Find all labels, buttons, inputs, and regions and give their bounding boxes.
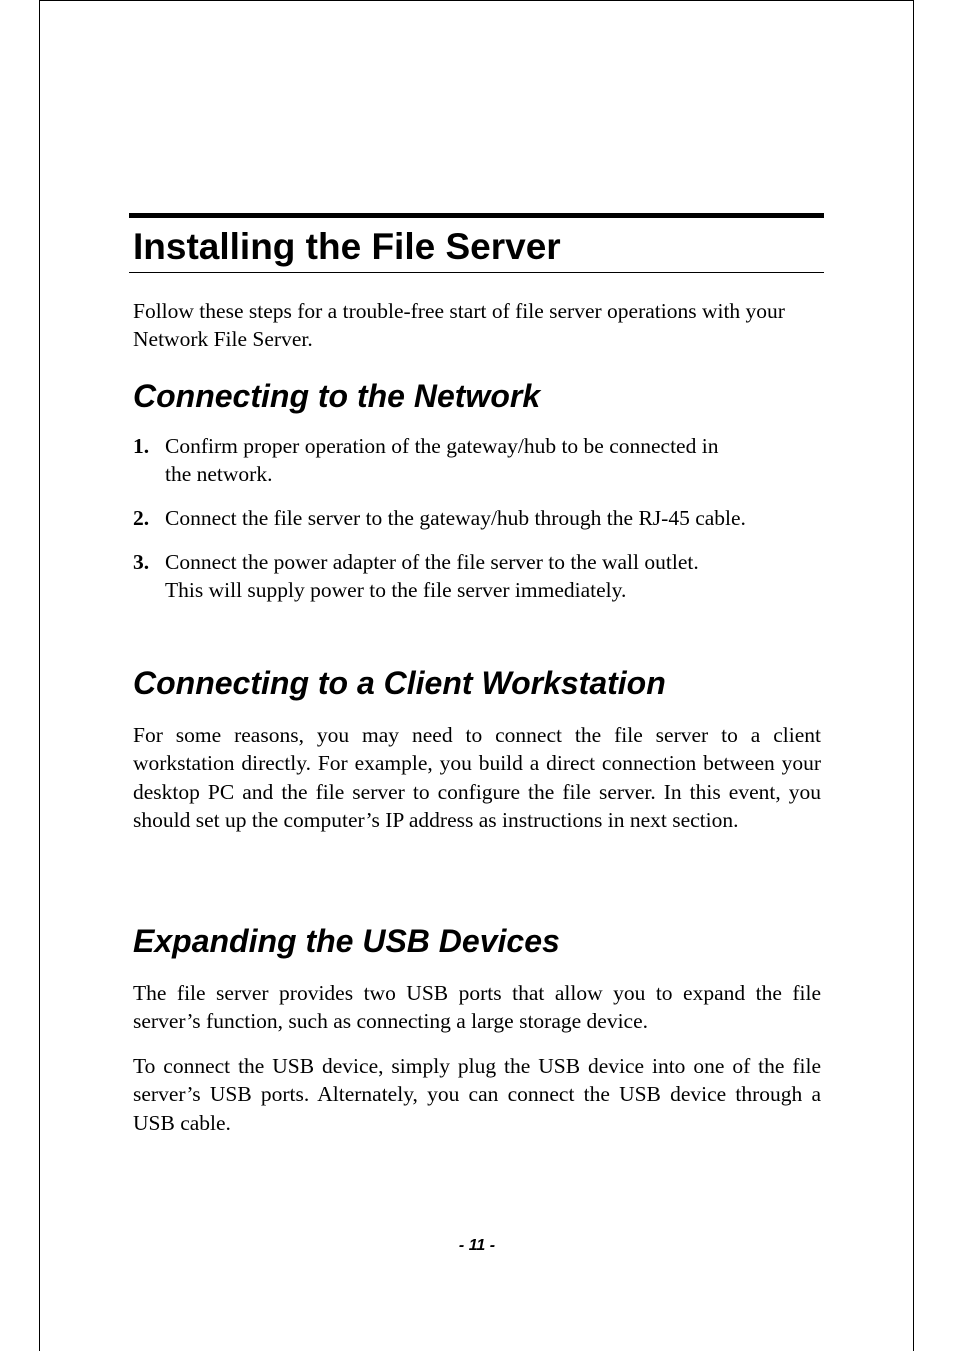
- page-number: - 11 -: [458, 1237, 496, 1254]
- step-text: [165, 548, 823, 605]
- usb-paragraph-2: To connect the USB device, simply plug the USB device into one of the file server’s USB ports. Alternately, you can connect the USB device through a USB cable.: [133, 1054, 821, 1135]
- network-step-2: [133, 504, 823, 532]
- chapter-intro: Follow these steps for a trouble-free start of file server operations with your Network File Server.: [133, 299, 785, 352]
- step-text-line: the network.: [165, 462, 273, 487]
- step-text: [165, 504, 823, 532]
- step-number: 2.: [133, 506, 150, 530]
- step-text-line: This will supply power to the file server immediately.: [165, 578, 627, 603]
- step-text: [165, 432, 823, 489]
- step-text-line: Confirm proper operation of the gateway/hub to be connected in: [165, 434, 719, 458]
- network-step-1: [133, 432, 823, 489]
- step-number: 1.: [133, 434, 150, 458]
- chapter-title: Installing the File Server: [133, 226, 561, 267]
- client-body: For some reasons, you may need to connect the file server to a client workstation directly. For example, you build a direct connection between your desktop PC and the file server to configure the file server. In this event, you should set up the computer’s IP address as instructions in next section.: [133, 723, 821, 832]
- step-text-line: Connect the power adapter of the file server to the wall outlet.: [165, 550, 699, 574]
- section-title-client: Connecting to a Client Workstation: [133, 665, 666, 701]
- section-title-usb: Expanding the USB Devices: [133, 923, 560, 959]
- chapter-bottom-rule: [129, 272, 824, 273]
- usb-paragraph-1: The file server provides two USB ports that allow you to expand the file server’s function, such as connecting a large storage device.: [133, 981, 821, 1034]
- section-title-network: Connecting to the Network: [133, 378, 541, 414]
- network-step-3: [133, 548, 823, 605]
- step-number: 3.: [133, 550, 150, 574]
- step-text-line: Connect the file server to the gateway/hub through the RJ-45 cable.: [165, 506, 746, 530]
- chapter-top-rule: [129, 213, 824, 218]
